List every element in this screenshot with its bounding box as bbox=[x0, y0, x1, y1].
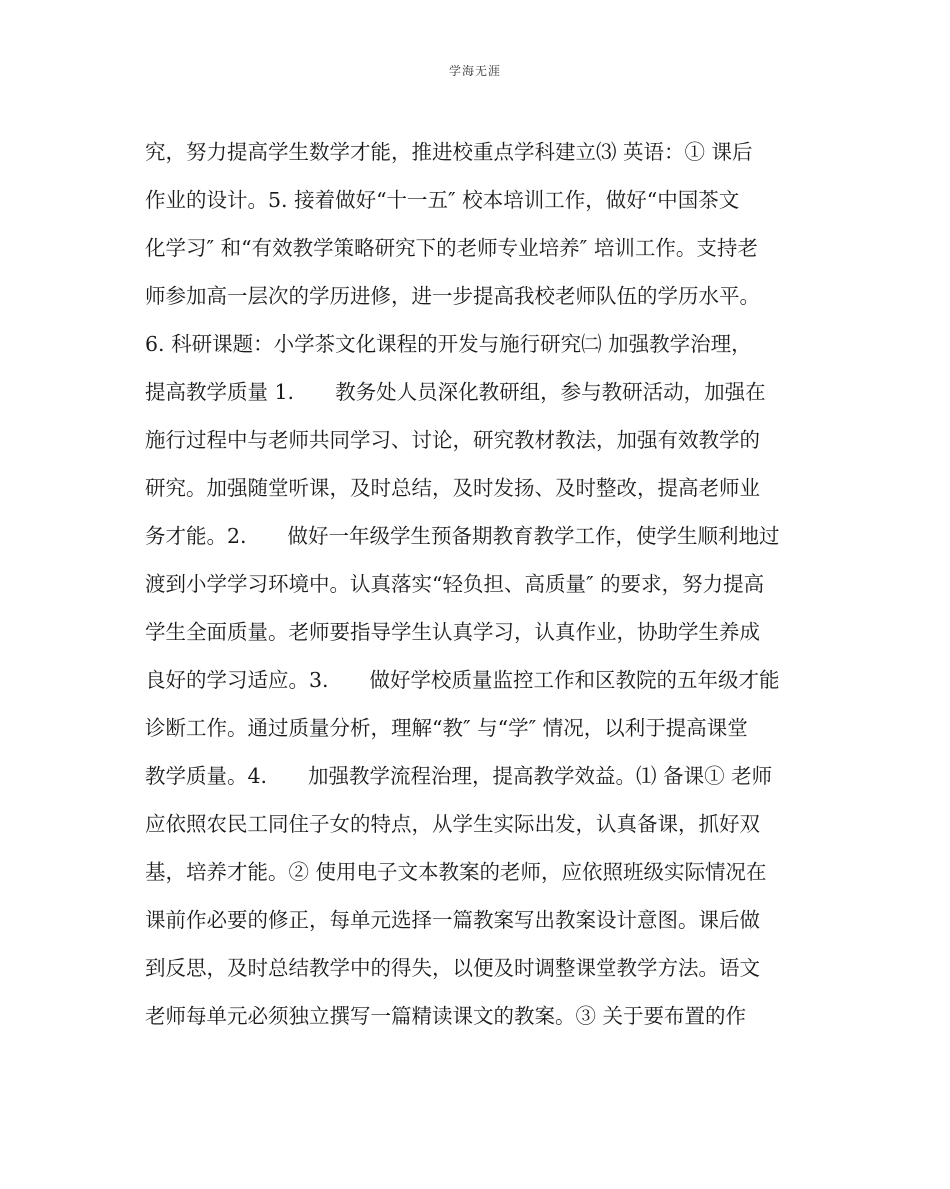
text-line-16: 基，培养才能。② 使用电子文本教案的老师，应依照班级实际情况在 bbox=[145, 860, 767, 884]
text-line-9: 务才能。2. 做好一年级学生预备期教育教学工作，使学生顺利地过 bbox=[145, 524, 780, 548]
text-line-6: 提高教学质量 1. 教务处人员深化教研组，参与教研活动，加强在 bbox=[145, 380, 766, 404]
text-line-1: 究，努力提高学生数学才能，推进校重点学科建立⑶ 英语：① 课后 bbox=[145, 140, 753, 164]
text-line-14: 教学质量。4. 加强教学流程治理，提高教学效益。⑴ 备课① 老师 bbox=[145, 764, 773, 788]
text-line-13: 诊断工作。通过质量分析，理解“教″ 与“学″ 情况，以利于提高课堂 bbox=[145, 716, 748, 740]
text-line-7: 施行过程中与老师共同学习、讨论，研究教材教法，加强有效教学的 bbox=[145, 428, 760, 452]
text-line-3: 化学习″ 和“有效教学策略研究下的老师专业培养″ 培训工作。支持老 bbox=[145, 236, 758, 260]
text-line-11: 学生全面质量。老师要指导学生认真学习，认真作业，协助学生养成 bbox=[145, 620, 760, 644]
page-header: 学海无涯 bbox=[448, 64, 501, 78]
document-body bbox=[145, 128, 810, 1040]
text-line-12: 良好的学习适应。3. 做好学校质量监控工作和区教院的五年级才能 bbox=[145, 668, 780, 692]
text-line-2: 作业的设计。5. 接着做好“十一五″ 校本培训工作，做好“中国茶文 bbox=[145, 188, 740, 212]
text-line-5: 6. 科研课题：小学茶文化课程的开发与施行研究㈡ 加强教学治理， bbox=[145, 332, 752, 356]
text-line-8: 研究。加强随堂听课，及时总结，及时发扬、及时整改，提高老师业 bbox=[145, 476, 760, 500]
text-line-4: 师参加高一层次的学历进修，进一步提高我校老师队伍的学历水平。 bbox=[145, 284, 760, 308]
text-line-15: 应依照农民工同住子女的特点，从学生实际出发，认真备课，抓好双 bbox=[145, 812, 760, 836]
text-line-18: 到反思，及时总结教学中的得失，以便及时调整课堂教学方法。语文 bbox=[145, 956, 760, 980]
text-line-17: 课前作必要的修正，每单元选择一篇教案写出教案设计意图。课后做 bbox=[145, 908, 760, 932]
text-line-10: 渡到小学学习环境中。认真落实“轻负担、高质量″ 的要求，努力提高 bbox=[145, 572, 765, 596]
text-line-19: 老师每单元必须独立撰写一篇精读课文的教案。③ 关于要布置的作 bbox=[145, 1004, 747, 1028]
